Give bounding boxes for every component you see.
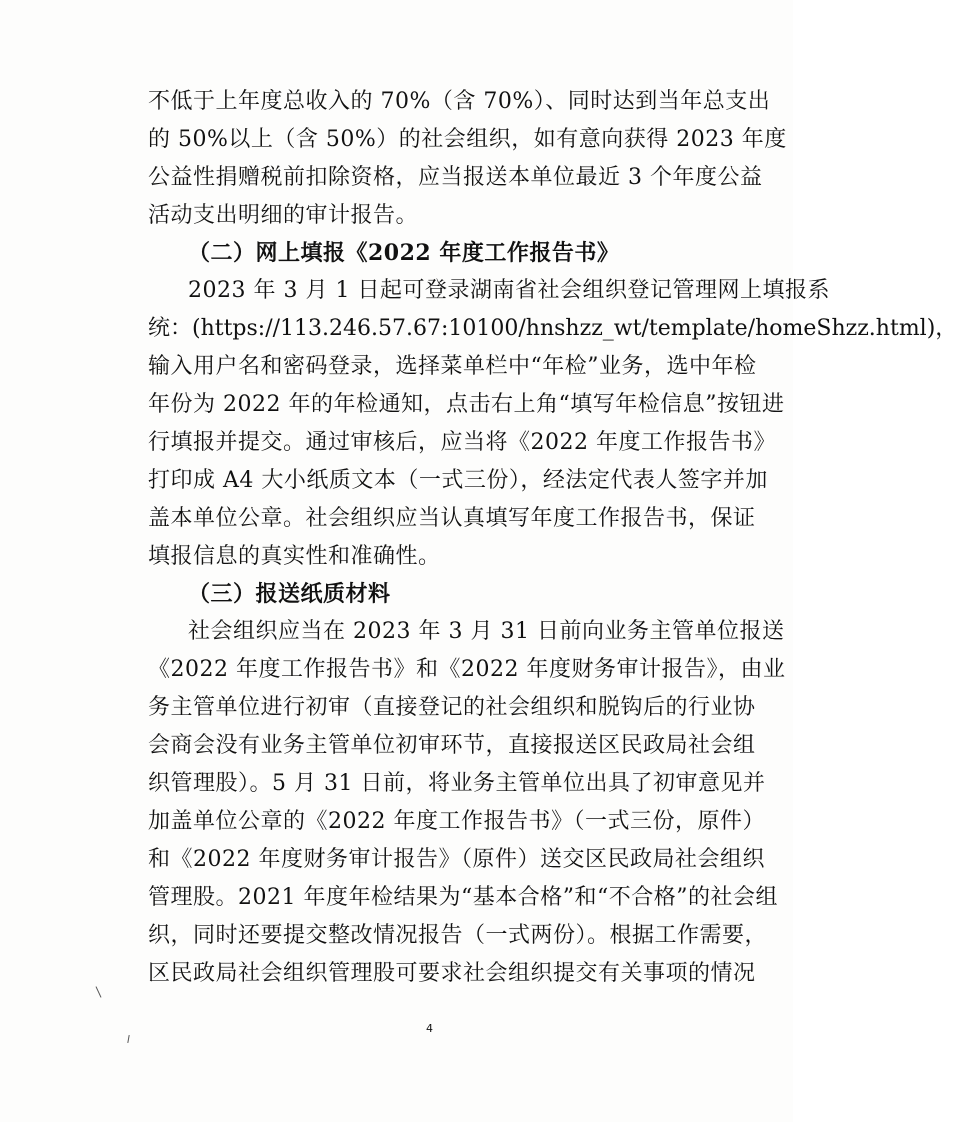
paragraph-line: 行填报并提交。通过审核后，应当将《2022 年度工作报告书》 [148,430,776,455]
paragraph-line: 和《2022 年度财务审计报告》（原件）送交区民政局社会组织 [148,847,765,872]
url-line: 统：(https://113.246.57.67:10100/hnshzz_wt/template/homeShzz.html)， [148,316,957,341]
paragraph-line: 活动支出明细的审计报告。 [148,203,419,228]
paragraph-line: 会商会没有业务主管单位初审环节，直接报送区民政局社会组 [148,733,756,758]
paragraph-line: 织，同时还要提交整改情况报告（一式两份）。根据工作需要， [148,923,768,948]
paragraph-line: 管理股。2021 年度年检结果为“基本合格”和“不合格”的社会组 [148,885,778,910]
paragraph-line: 织管理股）。5 月 31 日前，将业务主管单位出具了初审意见并 [148,771,766,796]
paragraph-line: 公益性捐赠税前扣除资格，应当报送本单位最近 3 个年度公益 [148,165,763,190]
paragraph-line: 的 50%以上（含 50%）的社会组织，如有意向获得 2023 年度 [148,127,787,152]
paragraph-line: 盖本单位公章。社会组织应当认真填写年度工作报告书，保证 [148,506,756,531]
paragraph-line: 加盖单位公章的《2022 年度工作报告书》（一式三份，原件） [148,809,765,834]
paragraph-line: 社会组织应当在 2023 年 3 月 31 日前向业务主管单位报送 [188,619,785,644]
scan-mark [96,986,102,997]
paragraph-line: 打印成 A4 大小纸质文本（一式三份），经法定代表人签字并加 [148,468,768,493]
paragraph-line: 区民政局社会组织管理股可要求社会组织提交有关事项的情况 [148,961,756,986]
paragraph-line: 《2022 年度工作报告书》和《2022 年度财务审计报告》，由业 [148,657,786,682]
paragraph-line: 2023 年 3 月 1 日起可登录湖南省社会组织登记管理网上填报系 [188,278,830,303]
paragraph-line: 不低于上年度总收入的 70%（含 70%）、同时达到当年总支出 [148,89,771,114]
paragraph-line: 年份为 2022 年的年检通知，点击右上角“填写年检信息”按钮进 [148,392,785,417]
paragraph-line: 务主管单位进行初审（直接登记的社会组织和脱钩后的行业协 [148,695,756,720]
page-number: 4 [426,1022,433,1035]
paragraph-line: 填报信息的真实性和准确性。 [148,544,441,569]
paragraph-line: 输入用户名和密码登录，选择菜单栏中“年检”业务，选中年检 [148,354,757,379]
section-heading-online-filing: （二）网上填报《2022 年度工作报告书》 [188,240,620,266]
scan-mark [127,1035,129,1043]
section-heading-paper-materials: （三）报送纸质材料 [188,581,391,607]
